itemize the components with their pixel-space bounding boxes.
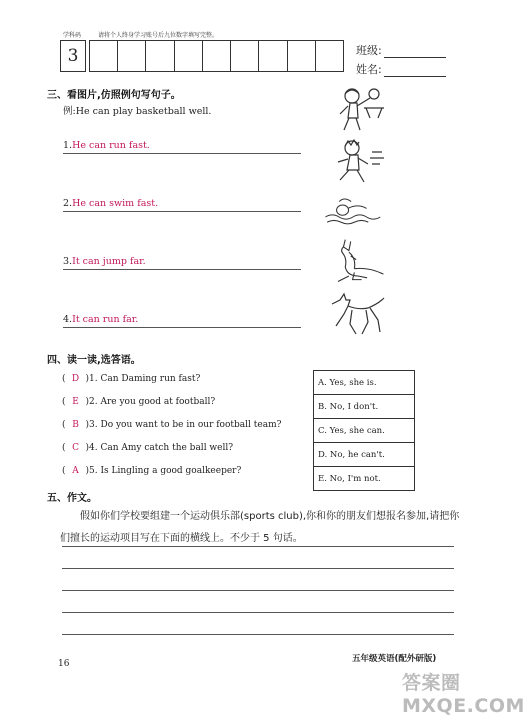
wolf-icon: [328, 292, 388, 342]
name-line[interactable]: [384, 67, 446, 77]
digit-cell[interactable]: [259, 41, 287, 71]
section4-title: 四、读一读,选答语。: [47, 355, 141, 366]
class-label: 班级:: [356, 44, 382, 57]
writing-line[interactable]: [62, 546, 454, 547]
name-label: 姓名:: [356, 63, 382, 76]
subject-code-label: 学科码: [63, 32, 82, 39]
answer-line-2[interactable]: 2.He can swim fast.: [63, 198, 301, 212]
swimmer-icon: [322, 186, 382, 236]
answer-1[interactable]: D: [71, 374, 80, 384]
basketball-player-icon: [330, 84, 390, 134]
section3-title: 三、看图片,仿照例句写句子。: [47, 90, 181, 101]
writing-line[interactable]: [62, 612, 454, 613]
essay-prompt: 假如你们学校要组建一个运动俱乐部(sports club),你和你的朋友们想报名参加,请把你们擅长的运动项目写在下面的横线上。不少于 5 句话。: [60, 511, 460, 544]
answer-5[interactable]: A: [72, 466, 79, 476]
account-number-grid[interactable]: [89, 40, 344, 72]
writing-line[interactable]: [62, 590, 454, 591]
answer-line-4[interactable]: 4.It can run far.: [63, 314, 301, 328]
example-sentence: 例:He can play basketball well.: [63, 106, 212, 117]
answer-4[interactable]: C: [72, 443, 79, 453]
question-5: ( A )5. Is Lingling a good goalkeeper?: [62, 466, 242, 476]
name-field[interactable]: [356, 61, 446, 77]
writing-line[interactable]: [62, 634, 454, 635]
section5-title: 五、作文。: [47, 493, 97, 504]
subject-code-box: 3: [60, 40, 86, 72]
account-instruction: 请将个人终身学习账号后九位数字填写完整。: [98, 32, 219, 39]
question-4: ( C )4. Can Amy catch the ball well?: [62, 443, 234, 453]
class-field[interactable]: [356, 42, 446, 58]
kangaroo-icon: [328, 236, 388, 286]
question-2: ( E )2. Are you good at football?: [62, 397, 216, 407]
digit-cell[interactable]: [118, 41, 146, 71]
digit-cell[interactable]: [316, 41, 343, 71]
digit-cell[interactable]: [175, 41, 203, 71]
answer-3[interactable]: B: [72, 420, 79, 430]
option-c: C. Yes, she can.: [314, 419, 415, 443]
running-boy-icon: [330, 138, 390, 188]
options-table: [313, 370, 415, 491]
answer-2[interactable]: E: [72, 397, 79, 407]
page-number: 16: [58, 659, 70, 669]
digit-cell[interactable]: [288, 41, 316, 71]
book-title: 五年级英语(配外研版): [352, 654, 437, 664]
question-3: ( B )3. Do you want to be in our football team?: [62, 420, 282, 430]
answer-line-1[interactable]: 1.He can run fast.: [63, 140, 301, 154]
question-1: ( D )1. Can Daming run fast?: [62, 374, 201, 384]
option-d: D. No, he can't.: [314, 443, 415, 467]
digit-cell[interactable]: [231, 41, 259, 71]
option-b: B. No, I don't.: [314, 395, 415, 419]
writing-line[interactable]: [62, 568, 454, 569]
watermark-logo: 答案圈 MXQE.COM: [402, 672, 525, 717]
class-line[interactable]: [384, 48, 446, 58]
option-a: A. Yes, she is.: [314, 371, 415, 395]
answer-line-3[interactable]: 3.It can jump far.: [63, 256, 301, 270]
digit-cell[interactable]: [90, 41, 118, 71]
option-e: E. No, I'm not.: [314, 467, 415, 491]
digit-cell[interactable]: [203, 41, 231, 71]
digit-cell[interactable]: [146, 41, 174, 71]
